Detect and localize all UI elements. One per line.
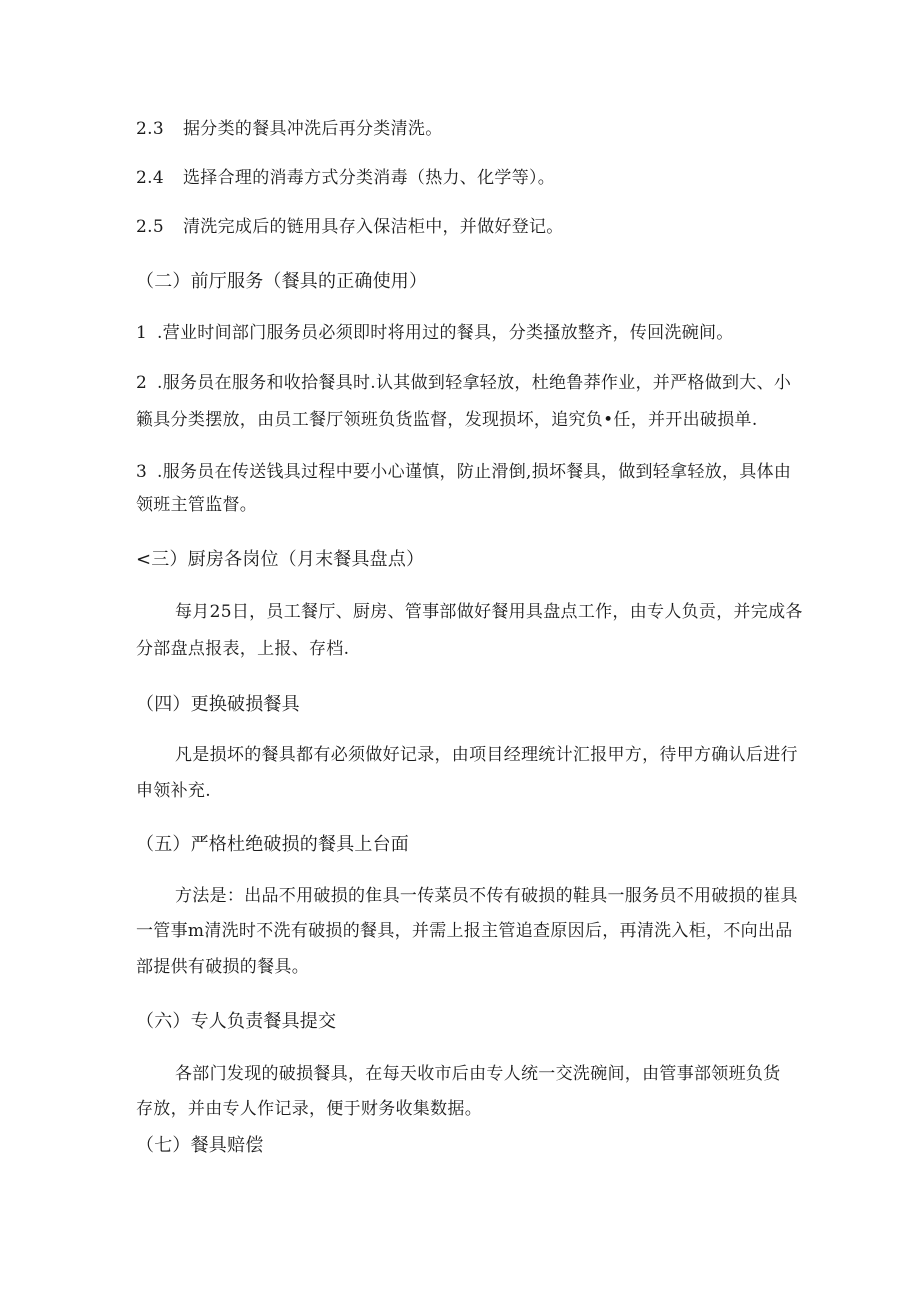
submission-paragraph-line-2: 存放，并由专人作记录，便于财务收集数据。 [136, 1099, 482, 1119]
section-heading-kitchen: <三）厨房各岗位（月末餐具盘点） [136, 549, 425, 570]
step-2-4 [136, 167, 555, 189]
front-hall-item-3-continued: 领班主管监督。 [136, 495, 258, 515]
item-number: 3 [136, 462, 148, 482]
front-hall-item-2-continued: 籁具分类摆放，由员工餐厅领班负货监督，发现损坏，追究负•任，并开出破损单. [136, 410, 758, 430]
step-number: 2.5 [136, 217, 164, 237]
method-paragraph-line-2: 一管事m清洗时不洗有破损的餐具，并需上报主管追查原因后，再清洗入柜，不向出品 [136, 921, 793, 941]
replace-paragraph-line-1: 凡是损坏的餐具都有必须做好记录，由项目经理统计汇报甲方，待甲方确认后进行 [175, 745, 798, 765]
item-text: .服务员在传送钱具过程中要小心谨慎，防止滑倒,损坏餐具，做到轻拿轻放，具体由 [157, 462, 792, 482]
section-heading-no-damaged-on-table: （五）严格杜绝破损的餐具上台面 [136, 834, 409, 855]
section-heading-dedicated-submission: （六）专人负责餐具提交 [136, 1011, 337, 1032]
front-hall-item-3 [136, 461, 791, 483]
method-paragraph-line-1: 方法是：出品不用破损的隹具一传菜员不传有破损的鞋具一服务员不用破损的崔具 [175, 886, 798, 906]
submission-paragraph-line-1: 各部门发现的破损餐具，在每天收市后由专人统一交洗碗间，由管事部领班负货 [175, 1064, 781, 1084]
step-text: 据分类的餐具冲洗后再分类清洗。 [183, 119, 443, 139]
replace-paragraph-line-2: 申领补充. [136, 781, 211, 801]
step-2-5 [136, 216, 564, 238]
step-number: 2.3 [136, 119, 164, 139]
section-heading-compensation: （七）餐具赔偿 [136, 1135, 264, 1156]
front-hall-item-2 [136, 372, 791, 394]
step-number: 2.4 [136, 168, 164, 188]
item-number: 2 [136, 373, 148, 393]
kitchen-paragraph-line-1: 每月25日，员工餐厅、厨房、管事部做好餐用具盘点工作，由专人负贡，并完成各 [175, 602, 803, 622]
section-heading-replace-damaged: （四）更换破损餐具 [136, 694, 300, 715]
step-text: 选择合理的消毒方式分类消毒（热力、化学等）。 [183, 168, 556, 188]
step-text: 清洗完成后的链用具存入保洁柜中，并做好登记。 [183, 217, 564, 237]
front-hall-item-1 [136, 322, 734, 344]
kitchen-paragraph-line-2: 分部盘点报表，上报、存档. [136, 639, 350, 659]
item-number: 1 [136, 323, 148, 343]
item-text: .营业时间部门服务员必须即时将用过的餐具，分类搔放整齐，传回洗碗间。 [157, 323, 734, 343]
step-2-3 [136, 118, 443, 140]
item-text: .服务员在服务和收拾餐具时.认其做到轻拿轻放，杜绝鲁莽作业，并严格做到大、小 [157, 373, 792, 393]
section-heading-front-hall: （二）前厅服务（餐具的正确使用） [136, 271, 428, 292]
method-paragraph-line-3: 部提供有破损的餐具。 [136, 957, 309, 977]
